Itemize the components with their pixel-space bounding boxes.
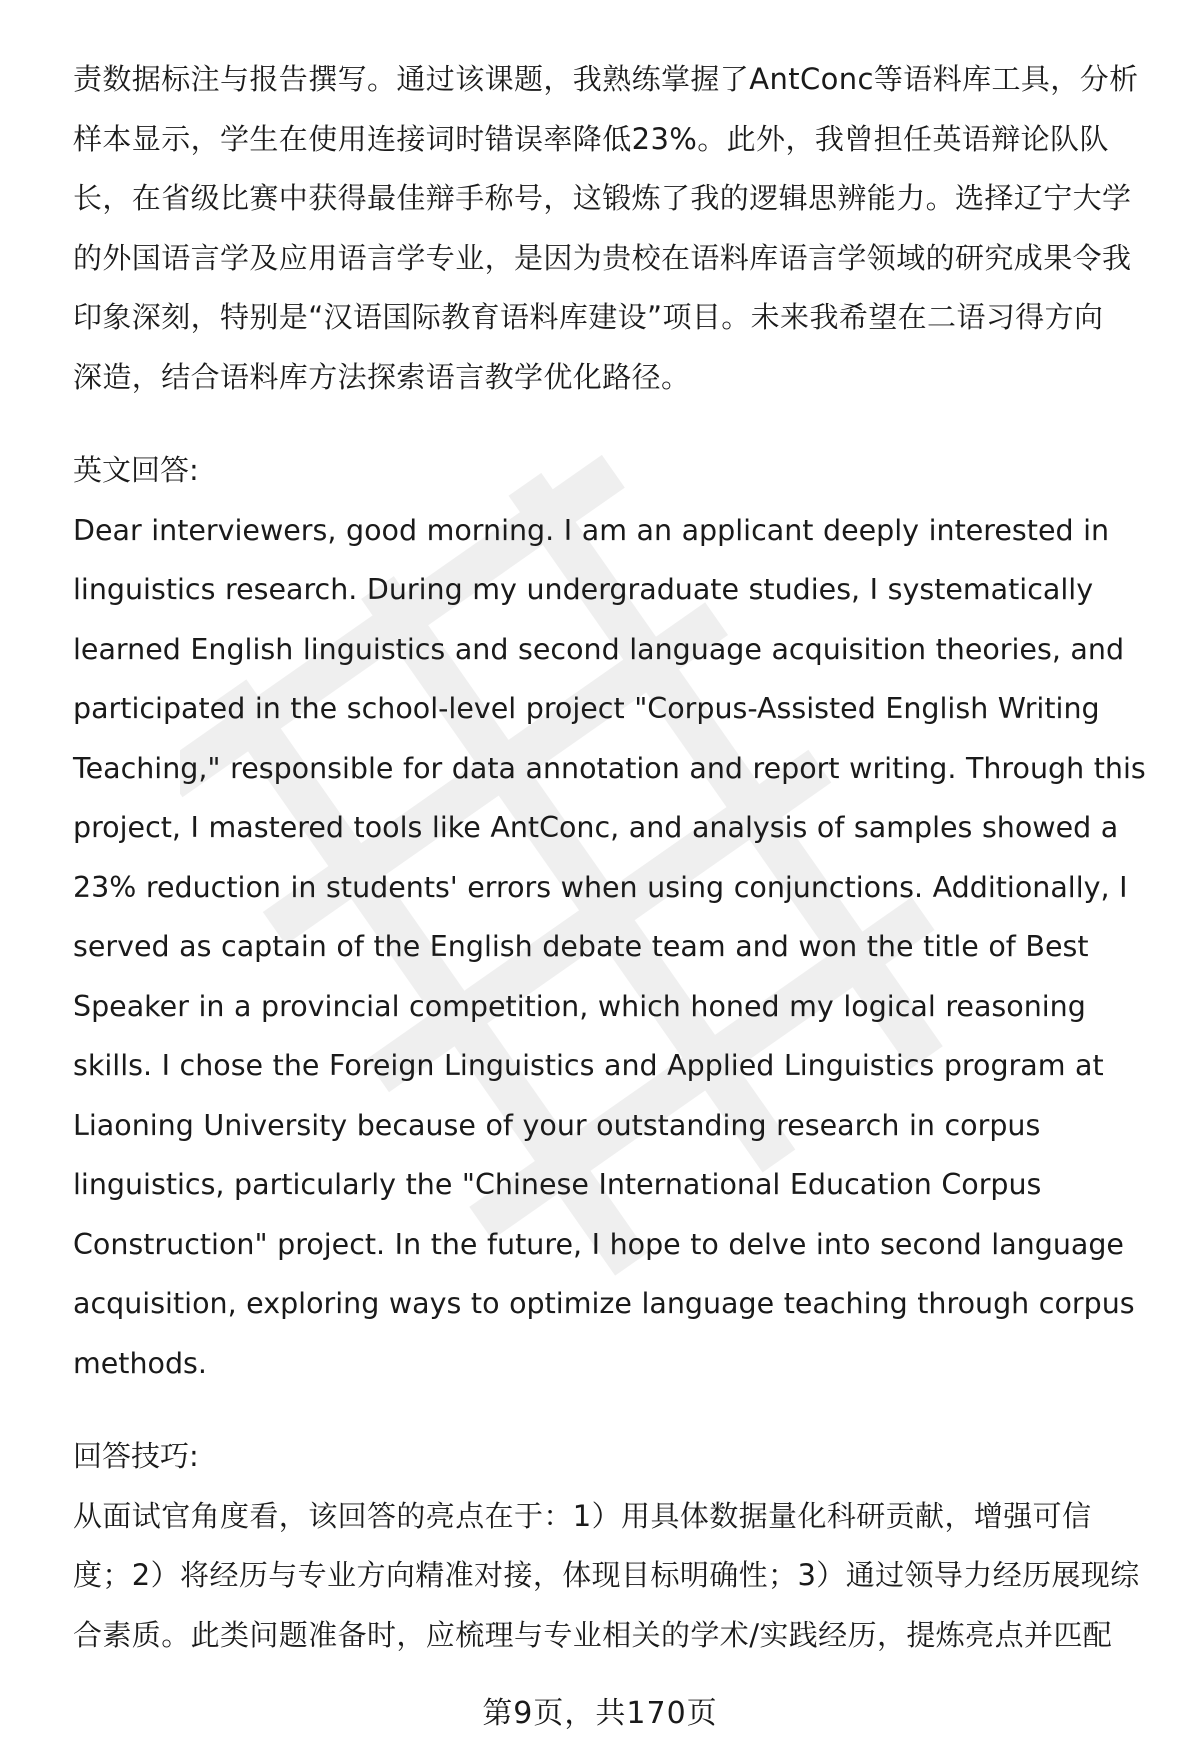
english-answer-body: Dear interviewers, good morning. I am an applicant deeply interested in linguistics research. During my undergraduate studies, I systematically learned English linguistics and second language acquisition theories, and participated in the school-level project "Corpus-Assisted English Writing Teaching," responsible for data annotation and report writing. Through this project, I mastered tools like AntConc, and analysis of samples showed a 23% reduction in students' errors when using conjunctions. Additionally, I served as captain of the English debate team and won the title of Best Speaker in a provincial competition, which honed my logical reasoning skills. I chose the Foreign Linguistics and Applied Linguistics program at Liaoning University because of your outstanding research in corpus linguistics, particularly the "Chinese International Education Corpus Construction" project. In the future, I hope to delve into second language acquisition, exploring ways to optimize language teaching through corpus methods. [73, 513, 1146, 1380]
main-content [73, 50, 1153, 1665]
page-indicator: 第9页，共170页 [482, 1696, 718, 1731]
answer-tips-heading: 回答技巧: [73, 1439, 199, 1473]
answer-tips-body: 从面试官角度看，该回答的亮点在于：1）用具体数据量化科研贡献，增强可信 度；2）将经历与专业方向精准对接，体现目标明确性；3）通过领导力经历展现综 合素质。此类问题准备时，应梳理与专业相关的学术/实践经历，提炼亮点并匹配 [73, 1498, 1140, 1652]
english-answer-heading: 英文回答: [73, 453, 199, 487]
intro-paragraph: 责数据标注与报告撰写。通过该课题，我熟练掌握了AntConc等语料库工具，分析 样本显示，学生在使用连接词时错误率降低23%。此外，我曾担任英语辩论队队 长，在省级比赛中获得最佳辩手称号，这锻炼了我的逻辑思辨能力。选择辽宁大学 的外国语言学及应用语言学专业，是因为贵校在语料库语言学领域的研究成果令我 印象深刻，特别是“汉语国际教育语料库建设”项目。未来我希望在二语习得方向 深造，结合语料库方法探索语言教学优化路径。 [73, 62, 1139, 394]
spacer [73, 407, 1153, 441]
spacer [73, 1393, 1153, 1427]
